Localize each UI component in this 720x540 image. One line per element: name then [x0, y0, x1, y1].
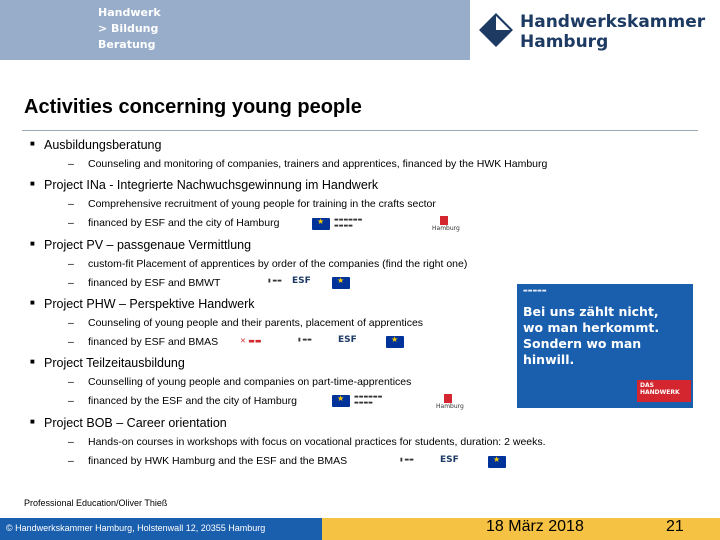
dash-marker: –: [68, 395, 74, 407]
sub-bullet-text: custom-fit Placement of apprentices by order of the companies (find the right one): [88, 258, 468, 270]
bullet-marker-icon: ■: [30, 179, 35, 188]
bullet-text: Project BOB – Career orientation: [44, 416, 227, 430]
hamburg-logo-text: Hamburg: [436, 403, 464, 410]
funding-logos-ina: [312, 217, 388, 231]
campaign-poster: [517, 284, 693, 408]
bullet-marker-icon: ■: [30, 239, 35, 248]
nav-item-bildung[interactable]: > Bildung: [98, 22, 159, 35]
eu-flag-icon: [332, 395, 350, 407]
ministry-logo-icon: ▬▬▬▬▬▬: [334, 217, 363, 223]
bmwi-logo-icon: ▮ ▬▬: [268, 278, 282, 284]
dash-marker: –: [68, 158, 74, 170]
sub-bullet-text: financed by ESF and the city of Hamburg: [88, 217, 280, 229]
hamburg-logo-teilzeit: [434, 394, 474, 408]
dash-marker: –: [68, 198, 74, 210]
logo-line-1: Handwerkskammer: [520, 12, 706, 32]
header-nav-panel: [0, 0, 470, 60]
sub-bullet-text: Counseling and monitoring of companies, trainers and apprentices, financed by the HWK Hamburg: [88, 158, 548, 170]
dash-marker: –: [68, 277, 74, 289]
bmas-logo-icon: ▮ ▬▬: [400, 457, 414, 463]
hamburg-logo-text: Hamburg: [432, 225, 460, 232]
sub-bullet-text: financed by ESF and BMAS: [88, 336, 219, 348]
footer-date: 18 März 2018: [486, 518, 584, 535]
ministry-logo-icon: ▬▬▬▬▬▬: [354, 394, 383, 400]
dash-marker: –: [68, 317, 74, 329]
poster-line-2: wo man herkommt.: [523, 320, 660, 335]
page-number: 21: [666, 518, 684, 535]
funding-logos-teilzeit: [332, 394, 408, 408]
sub-bullet-text: financed by ESF and BMWT: [88, 277, 221, 289]
dash-marker: –: [68, 217, 74, 229]
bullet-text: Project PV – passgenaue Vermittlung: [44, 238, 252, 252]
sub-bullet-text: financed by HWK Hamburg and the ESF and the BMAS: [88, 455, 348, 467]
sub-bullet-text: Comprehensive recruitment of young people for training in the crafts sector: [88, 198, 436, 210]
poster-line-3: Sondern wo man: [523, 336, 642, 351]
eu-flag-icon: [488, 456, 506, 468]
footer-copyright: © Handwerkskammer Hamburg, Holstenwall 12, 20355 Hamburg: [6, 523, 266, 533]
page-title: Activities concerning young people: [24, 96, 362, 118]
bullet-text: Project PHW – Perspektive Handwerk: [44, 297, 255, 311]
title-divider: [22, 130, 698, 131]
sub-bullet-text: Hands-on courses in workshops with focus on vocational practices for students, duration: 2 weeks.: [88, 436, 546, 448]
esf-logo: ESF: [292, 276, 311, 286]
sub-bullet-text: financed by the ESF and the city of Hamburg: [88, 395, 297, 407]
bullet-text: Project Teilzeitausbildung: [44, 356, 185, 370]
hamburg-logo-ina: [430, 216, 470, 230]
hwk-logo: [478, 10, 718, 54]
hamburg-crest-icon: [444, 394, 452, 403]
poster-line-4: hinwill.: [523, 352, 575, 367]
eu-flag-icon: [312, 218, 330, 230]
hamburg-crest-icon: [440, 216, 448, 225]
bullet-marker-icon: ■: [30, 357, 35, 366]
nav-item-handwerk[interactable]: Handwerk: [98, 6, 161, 19]
bullet-marker-icon: ■: [30, 139, 35, 148]
dash-marker: –: [68, 258, 74, 270]
dash-marker: –: [68, 376, 74, 388]
eu-flag-icon: [332, 277, 350, 289]
funding-logos-pv: [268, 276, 368, 290]
esf-logo: ESF: [338, 335, 357, 345]
sub-bullet-text: Counseling of young people and their parents, placement of apprentices: [88, 317, 424, 329]
esf-logo: ESF: [440, 455, 459, 465]
poster-line-1: Bei uns zählt nicht,: [523, 304, 659, 319]
bullet-text: Ausbildungsberatung: [44, 138, 162, 152]
partner-logo-icon: ✕ ▬▬: [240, 337, 262, 345]
dash-marker: –: [68, 336, 74, 348]
funding-logos-bob: [400, 455, 506, 469]
dash-marker: –: [68, 455, 74, 467]
poster-header-icon: ▬▬▬▬▬: [523, 288, 547, 294]
author-credit: Professional Education/Oliver Thieß: [24, 498, 168, 508]
ministry-logo-icon-2: ▬▬▬▬: [334, 223, 353, 229]
bullet-marker-icon: ■: [30, 417, 35, 426]
hwk-logo-mark-icon: [478, 12, 514, 48]
eu-flag-icon: [386, 336, 404, 348]
das-handwerk-badge: DAS HANDWERK: [637, 380, 691, 402]
dash-marker: –: [68, 436, 74, 448]
sub-bullet-text: Counselling of young people and companies on part-time-apprentices: [88, 376, 412, 388]
logo-line-2: Hamburg: [520, 32, 609, 52]
ministry-logo-icon-2: ▬▬▬▬: [354, 400, 373, 406]
funding-logos-phw: [240, 335, 404, 349]
bullet-marker-icon: ■: [30, 298, 35, 307]
nav-item-beratung[interactable]: Beratung: [98, 38, 156, 51]
bullet-text: Project INa - Integrierte Nachwuchsgewinnung im Handwerk: [44, 178, 379, 192]
bmas-logo-icon: ▮ ▬▬: [298, 337, 312, 343]
